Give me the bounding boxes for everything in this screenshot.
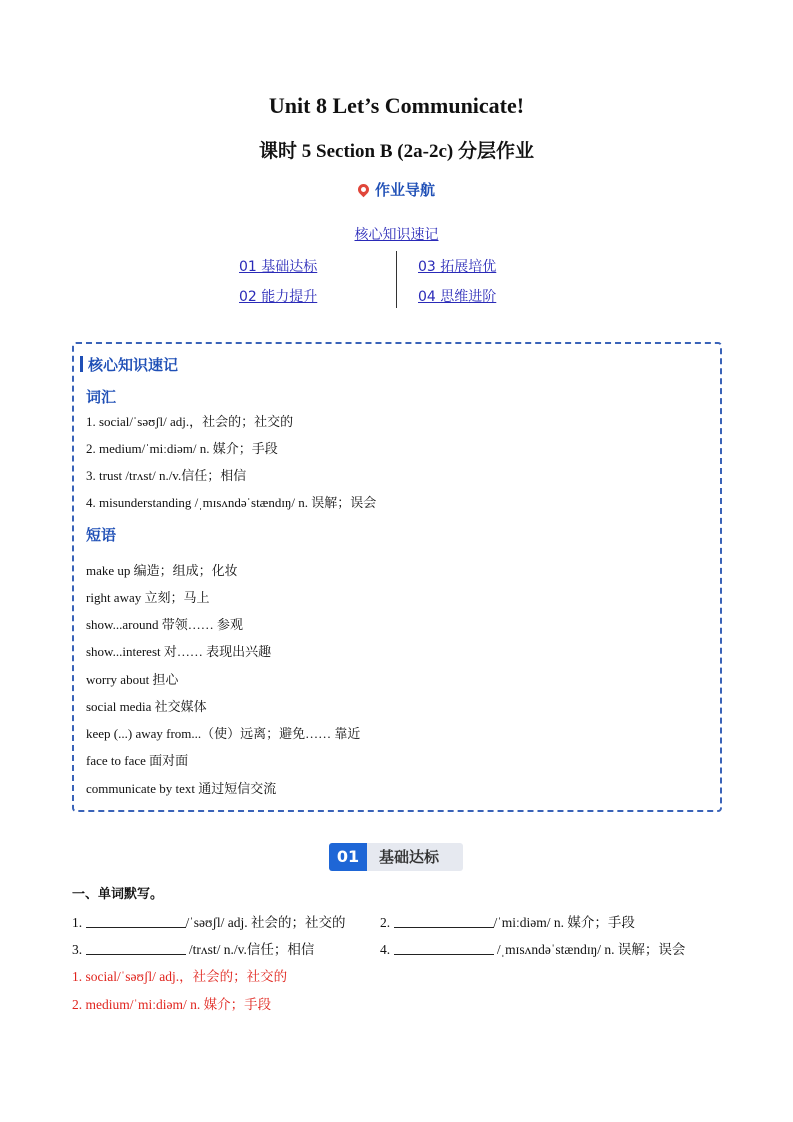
- vocab-item: 3. trust /trʌst/ n./v.信任；相信: [86, 468, 247, 483]
- section-badge-basic: [329, 843, 463, 873]
- phrase-item: face to face 面对面: [86, 753, 189, 768]
- answer-blank[interactable]: [394, 941, 494, 955]
- answer-line: 1. social/ˈsəʊʃl/ adj.，社会的；社交的: [72, 969, 288, 984]
- phrase-item: keep (...) away from...（使）远离；避免…… 靠近: [86, 726, 361, 741]
- location-pin-icon: [356, 182, 372, 198]
- toc-link-basic-label[interactable]: 01 基础达标: [239, 259, 318, 275]
- title-bar-marker: [80, 356, 83, 372]
- vocab-item: 1. social/ˈsəʊʃl/ adj.，社会的；社交的: [86, 414, 294, 429]
- toc-core-knowledge[interactable]: [0, 224, 793, 244]
- question-3: [72, 938, 314, 958]
- question-number: 1.: [72, 915, 83, 930]
- question-4: [380, 938, 685, 958]
- knowledge-title-text: 核心知识速记: [88, 356, 179, 374]
- question-text: /trʌst/ n./v.信任；相信: [188, 942, 315, 957]
- phrase-item: right away 立刻；马上: [86, 590, 210, 605]
- page-title: Unit 8 Let’s Communicate!: [268, 93, 525, 118]
- vocab-item: 2. medium/ˈmiːdiəm/ n. 媒介；手段: [86, 441, 278, 456]
- page-subtitle: 课时 5 Section B (2a-2c) 分层作业: [259, 141, 534, 162]
- answer-blank[interactable]: [86, 941, 186, 955]
- toc-link-ability-label[interactable]: 02 能力提升: [239, 289, 318, 305]
- question-number: 4.: [380, 942, 391, 957]
- toc-link-ability[interactable]: [239, 286, 317, 306]
- phrase-item: communicate by text 通过短信交流: [86, 781, 277, 796]
- question-number: 3.: [72, 942, 83, 957]
- toc-divider: [396, 251, 397, 308]
- toc-link-thinking[interactable]: [418, 286, 496, 306]
- toc-core-knowledge-link[interactable]: 核心知识速记: [354, 227, 439, 243]
- question-text: /ˌmɪsʌndəˈstændɪŋ/ n. 误解；误会: [493, 942, 686, 957]
- toc-link-extend-label[interactable]: 03 拓展培优: [418, 259, 497, 275]
- toc-link-thinking-label[interactable]: 04 思维进阶: [418, 289, 497, 305]
- answer-blank[interactable]: [394, 914, 494, 928]
- question-2: [380, 911, 635, 931]
- phrase-item: show...interest 对…… 表现出兴趣: [86, 644, 272, 659]
- question-text: /ˈsəʊʃl/ adj. 社会的；社交的: [185, 915, 346, 930]
- knowledge-box-title: [80, 354, 178, 375]
- section-badge-label: 基础达标: [367, 843, 463, 871]
- question-text: /ˈmiːdiəm/ n. 媒介；手段: [493, 915, 635, 930]
- vocab-heading: 词汇: [86, 388, 117, 406]
- section-badge-number: 01: [329, 843, 367, 871]
- question-1: [72, 911, 346, 931]
- question-heading: 一、单词默写。: [72, 887, 164, 902]
- phrase-item: show...around 带领…… 参观: [86, 617, 243, 632]
- vocab-item: 4. misunderstanding /ˌmɪsʌndəˈstændɪŋ/ n. 误解；误会: [86, 495, 377, 510]
- toc-link-basic[interactable]: [239, 256, 317, 276]
- answer-line: 2. medium/ˈmiːdiəm/ n. 媒介；手段: [72, 997, 272, 1012]
- answer-blank[interactable]: [86, 914, 186, 928]
- phrase-item: social media 社交媒体: [86, 699, 207, 714]
- question-number: 2.: [380, 915, 391, 930]
- toc-link-extend[interactable]: [418, 256, 496, 276]
- homework-nav-heading: [0, 179, 793, 200]
- homework-nav-label: 作业导航: [374, 181, 435, 199]
- phrase-heading: 短语: [86, 526, 117, 544]
- phrase-item: make up 编造；组成；化妆: [86, 563, 238, 578]
- phrase-item: worry about 担心: [86, 672, 179, 687]
